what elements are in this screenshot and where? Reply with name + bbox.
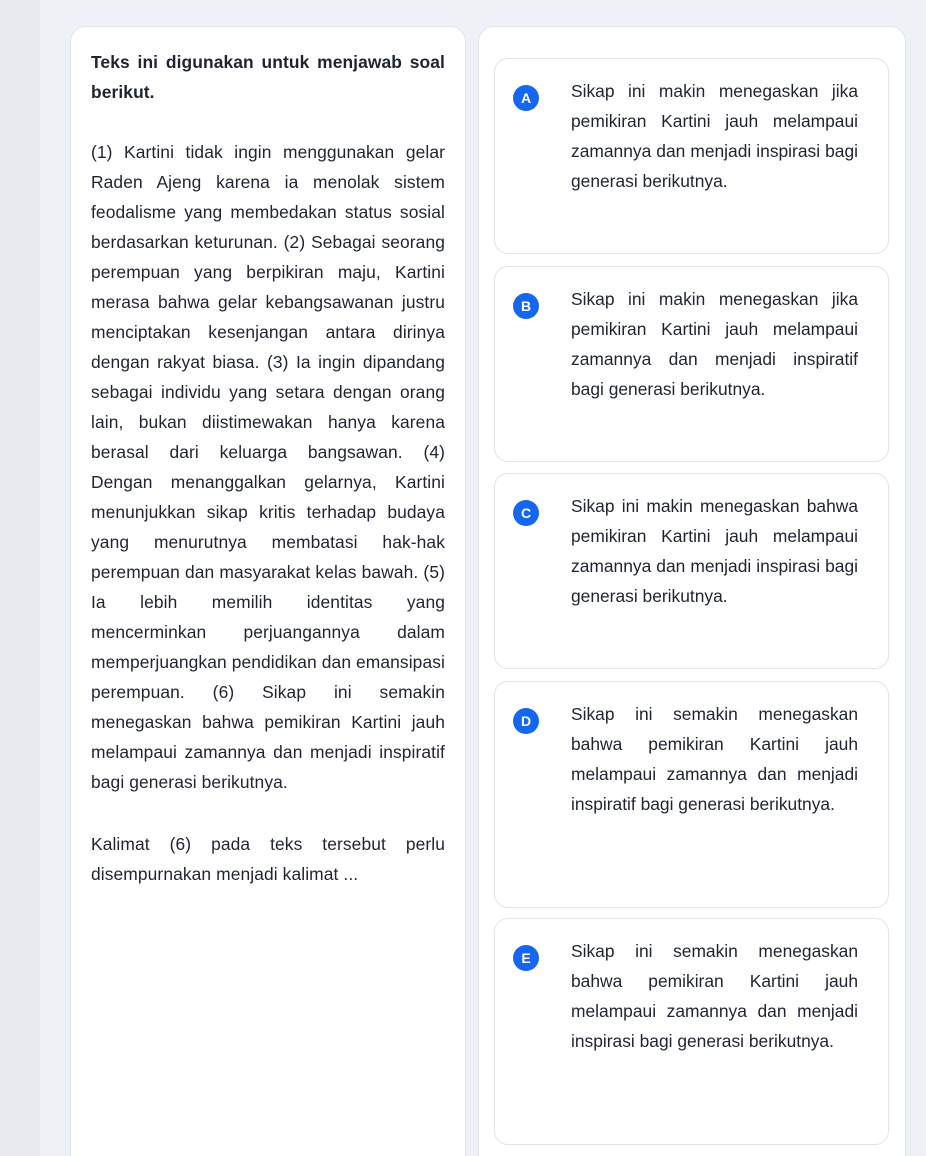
option-text: Sikap ini semakin menegaskan bahwa pemikiran Kartini jauh melampaui zamannya dan menjadi inspiratif bagi generasi berikutnya. <box>571 704 858 814</box>
passage-instruction: Teks ini digunakan untuk menjawab soal berikut. <box>91 52 445 102</box>
question-stem: Kalimat (6) pada teks tersebut perlu disempurnakan menjadi kalimat ... <box>91 834 445 884</box>
option-a[interactable] <box>494 58 889 254</box>
option-c[interactable] <box>494 473 889 669</box>
option-e[interactable] <box>494 918 889 1145</box>
option-text: Sikap ini semakin menegaskan bahwa pemikiran Kartini jauh melampaui zamannya dan menjadi inspirasi bagi generasi berikutnya. <box>571 941 858 1051</box>
option-letter-badge: E <box>513 945 539 971</box>
option-text: Sikap ini makin menegaskan jika pemikiran Kartini jauh melampaui zamannya dan menjadi inspiratif bagi generasi berikutnya. <box>571 289 858 399</box>
passage-card <box>70 26 466 1156</box>
option-b[interactable] <box>494 266 889 462</box>
option-letter-badge: D <box>513 708 539 734</box>
option-d[interactable] <box>494 681 889 908</box>
option-letter-badge: A <box>513 85 539 111</box>
option-text: Sikap ini makin menegaskan bahwa pemikiran Kartini jauh melampaui zamannya dan menjadi inspirasi bagi generasi berikutnya. <box>571 496 858 606</box>
option-letter-badge: B <box>513 293 539 319</box>
option-text: Sikap ini makin menegaskan jika pemikiran Kartini jauh melampaui zamannya dan menjadi inspirasi bagi generasi berikutnya. <box>571 81 858 191</box>
passage-body: (1) Kartini tidak ingin menggunakan gelar Raden Ajeng karena ia menolak sistem feodalisme yang membedakan status sosial berdasarkan keturunan. (2) Sebagai seorang perempuan yang berpikiran maju, Kartini merasa bahwa gelar kebangsawanan justru menciptakan kesenjangan antara dirinya dengan rakyat biasa. (3) Ia ingin dipandang sebagai individu yang setara dengan orang lain, bukan diistimewakan hanya karena berasal dari keluarga bangsawan. (4) Dengan menanggalkan gelarnya, Kartini menunjukkan sikap kritis terhadap budaya yang menurutnya membatasi hak-hak perempuan dan masyarakat kelas bawah. (5) Ia lebih memilih identitas yang mencerminkan perjuangannya dalam memperjuangkan pendidikan dan emansipasi perempuan. (6) Sikap ini semakin menegaskan bahwa pemikiran Kartini jauh melampaui zamannya dan menjadi inspiratif bagi generasi berikutnya. <box>91 142 445 792</box>
option-letter-badge: C <box>513 500 539 526</box>
left-margin <box>0 0 40 1156</box>
